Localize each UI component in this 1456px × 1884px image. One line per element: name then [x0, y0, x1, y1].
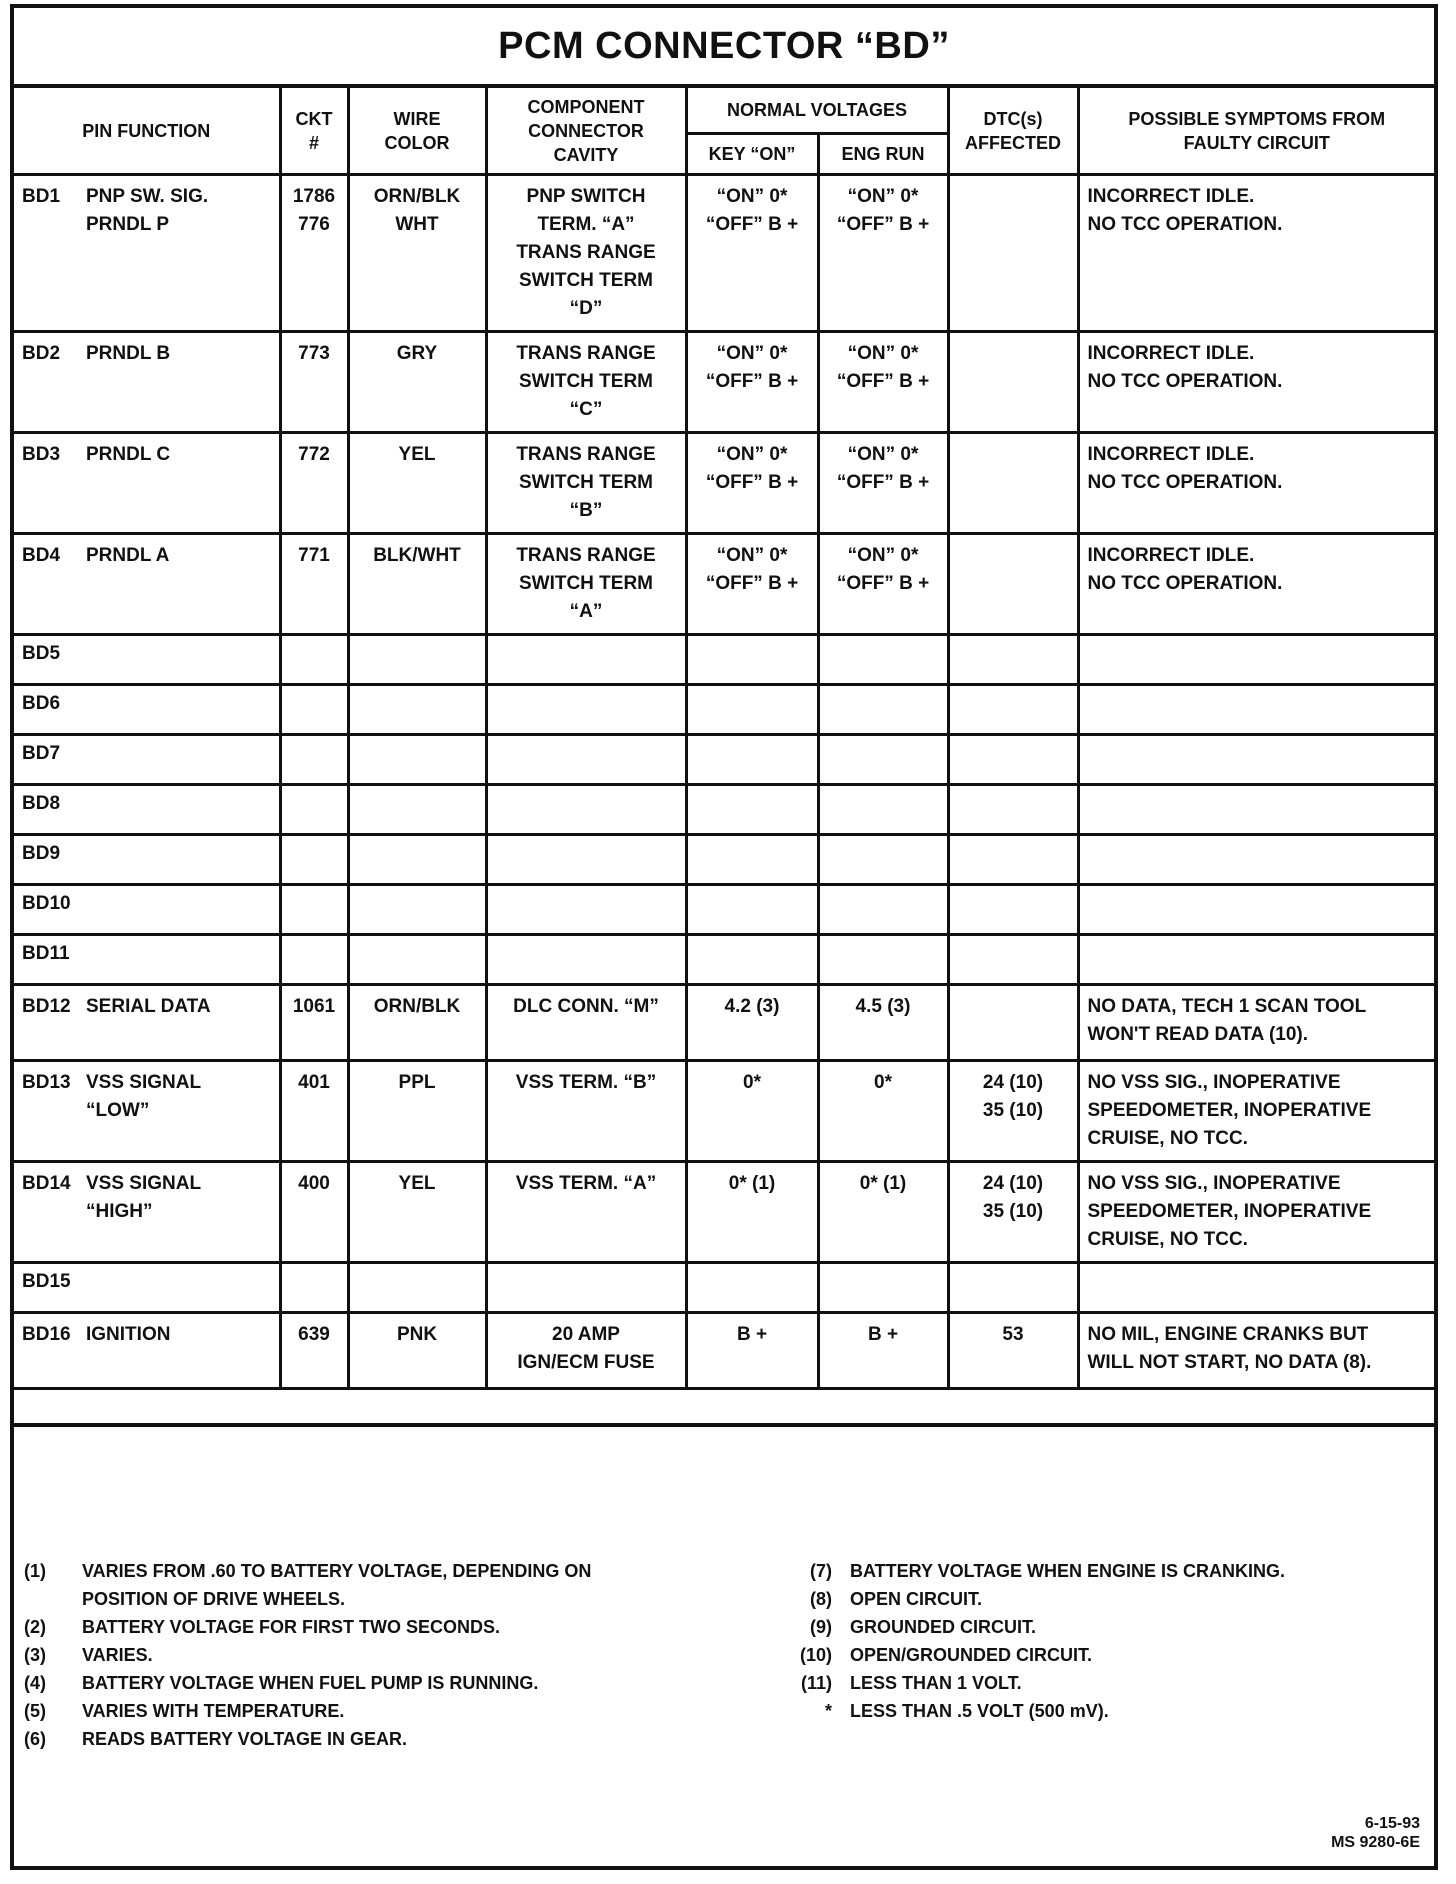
dtc-cell: 24 (10) 35 (10)	[948, 1162, 1078, 1263]
eng-run-voltage-cell: 4.5 (3)	[818, 985, 948, 1061]
eng-run-voltage-cell	[818, 885, 948, 935]
wire-color-cell	[348, 835, 486, 885]
pin-id: BD12	[22, 996, 71, 1017]
header-dtc: DTC(s) AFFECTED	[948, 88, 1078, 175]
footnote-text: LESS THAN 1 VOLT.	[850, 1673, 1022, 1693]
ckt-cell	[280, 785, 348, 835]
document-date: 6-15-93	[1364, 1815, 1420, 1832]
component-cell	[486, 835, 686, 885]
wire-color-cell: ORN/BLK WHT	[348, 175, 486, 332]
ckt-cell: 1061	[280, 985, 348, 1061]
component-cell: TRANS RANGE SWITCH TERM “B”	[486, 433, 686, 534]
key-on-voltage-cell	[686, 785, 818, 835]
footnote-number: *	[824, 1701, 832, 1721]
component-cell	[486, 785, 686, 835]
footnote	[784, 1557, 1285, 1585]
eng-run-voltage-cell: 0*	[818, 1061, 948, 1162]
pin-function: SERIAL DATA	[86, 996, 211, 1017]
header-pin-function: PIN FUNCTION	[14, 88, 280, 175]
dtc-cell: 24 (10) 35 (10)	[948, 1061, 1078, 1162]
pin-id: BD7	[22, 743, 61, 764]
component-cell	[486, 1263, 686, 1313]
table-row	[14, 175, 1434, 332]
eng-run-voltage-cell: 0* (1)	[818, 1162, 948, 1263]
dtc-cell	[948, 635, 1078, 685]
eng-run-voltage-cell	[818, 785, 948, 835]
pin-function-cell	[14, 735, 280, 785]
pin-function-cell	[14, 785, 280, 835]
pin-function	[86, 1268, 271, 1296]
pin-function	[86, 790, 271, 818]
pin-function: PRNDL C	[86, 444, 171, 465]
pin-function-cell	[14, 433, 280, 534]
table-row	[14, 1061, 1434, 1162]
footnote-number: (5)	[24, 1701, 46, 1721]
pin-function-cell	[14, 635, 280, 685]
key-on-voltage-cell: “ON” 0* “OFF” B +	[686, 175, 818, 332]
ckt-cell: 1786 776	[280, 175, 348, 332]
component-cell: PNP SWITCH TERM. “A” TRANS RANGE SWITCH TERM “D”	[486, 175, 686, 332]
document-reference	[1331, 1814, 1420, 1852]
symptoms-cell: NO VSS SIG., INOPERATIVE SPEEDOMETER, INOPERATIVE CRUISE, NO TCC.	[1078, 1162, 1434, 1263]
header-normal-voltages: NORMAL VOLTAGES	[686, 88, 948, 134]
wire-color-cell: ORN/BLK	[348, 985, 486, 1061]
pin-function-cell	[14, 1162, 280, 1263]
component-cell: TRANS RANGE SWITCH TERM “A”	[486, 534, 686, 635]
wire-color-cell: YEL	[348, 1162, 486, 1263]
pin-function-cell	[14, 1263, 280, 1313]
key-on-voltage-cell	[686, 1263, 818, 1313]
table-row	[14, 885, 1434, 935]
eng-run-voltage-cell	[818, 735, 948, 785]
symptoms-cell: NO MIL, ENGINE CRANKS BUT WILL NOT START, NO DATA (8).	[1078, 1313, 1434, 1389]
eng-run-voltage-cell	[818, 685, 948, 735]
component-cell	[486, 885, 686, 935]
footnote	[24, 1641, 784, 1669]
table-row	[14, 433, 1434, 534]
eng-run-voltage-cell	[818, 635, 948, 685]
component-cell	[486, 685, 686, 735]
eng-run-voltage-cell	[818, 935, 948, 985]
pin-function-cell	[14, 685, 280, 735]
pin-id: BD3	[22, 444, 61, 465]
pin-function-cell	[14, 935, 280, 985]
footnote-number: (8)	[810, 1589, 832, 1609]
footnote	[24, 1557, 784, 1613]
key-on-voltage-cell: “ON” 0* “OFF” B +	[686, 433, 818, 534]
footnote-number: (4)	[24, 1673, 46, 1693]
table-row	[14, 1313, 1434, 1389]
pin-id: BD13	[22, 1072, 71, 1093]
footnote-number: (7)	[810, 1561, 832, 1581]
ckt-cell: 771	[280, 534, 348, 635]
footnote-text: READS BATTERY VOLTAGE IN GEAR.	[82, 1729, 408, 1749]
eng-run-voltage-cell	[818, 1263, 948, 1313]
pin-function-cell	[14, 985, 280, 1061]
table-row	[14, 935, 1434, 985]
pin-id: BD5	[22, 643, 61, 664]
component-cell	[486, 935, 686, 985]
table-row	[14, 1162, 1434, 1263]
eng-run-voltage-cell: “ON” 0* “OFF” B +	[818, 433, 948, 534]
ckt-cell: 400	[280, 1162, 348, 1263]
pin-id: BD14	[22, 1173, 71, 1194]
pin-function-cell	[14, 175, 280, 332]
footnote	[784, 1697, 1285, 1725]
wire-color-cell	[348, 635, 486, 685]
table-row	[14, 735, 1434, 785]
symptoms-cell: INCORRECT IDLE. NO TCC OPERATION.	[1078, 534, 1434, 635]
footnote-text: GROUNDED CIRCUIT.	[850, 1617, 1037, 1637]
symptoms-cell: INCORRECT IDLE. NO TCC OPERATION.	[1078, 332, 1434, 433]
ckt-cell	[280, 1263, 348, 1313]
footnote-text: VARIES.	[82, 1645, 153, 1665]
pin-function: PNP SW. SIG. PRNDL P	[86, 186, 209, 235]
pin-table	[14, 88, 1434, 1390]
footnote-text: OPEN/GROUNDED CIRCUIT.	[850, 1645, 1093, 1665]
footnote	[24, 1669, 784, 1697]
ckt-cell: 773	[280, 332, 348, 433]
wire-color-cell	[348, 885, 486, 935]
wire-color-cell: PPL	[348, 1061, 486, 1162]
header-wire-color: WIRE COLOR	[348, 88, 486, 175]
component-cell: VSS TERM. “A”	[486, 1162, 686, 1263]
header-ckt: CKT #	[280, 88, 348, 175]
symptoms-cell	[1078, 835, 1434, 885]
symptoms-cell	[1078, 685, 1434, 735]
key-on-voltage-cell: 0*	[686, 1061, 818, 1162]
symptoms-cell	[1078, 635, 1434, 685]
wire-color-cell: YEL	[348, 433, 486, 534]
pin-function: PRNDL A	[86, 545, 170, 566]
pin-function: PRNDL B	[86, 343, 171, 364]
notes-section	[14, 1423, 1434, 1866]
dtc-cell: 53	[948, 1313, 1078, 1389]
key-on-voltage-cell	[686, 935, 818, 985]
footnote	[784, 1585, 1285, 1613]
footnote-text: LESS THAN .5 VOLT (500 mV).	[850, 1701, 1109, 1721]
dtc-cell	[948, 735, 1078, 785]
component-cell	[486, 635, 686, 685]
pin-id: BD15	[22, 1271, 71, 1292]
footnote	[784, 1641, 1285, 1669]
header-symptoms: POSSIBLE SYMPTOMS FROM FAULTY CIRCUIT	[1078, 88, 1434, 175]
symptoms-cell	[1078, 735, 1434, 785]
footnote-text: VARIES FROM .60 TO BATTERY VOLTAGE, DEPENDING ON POSITION OF DRIVE WHEELS.	[82, 1561, 592, 1609]
pin-rows	[14, 175, 1434, 1389]
footnote-number: (10)	[799, 1645, 832, 1665]
ckt-cell: 772	[280, 433, 348, 534]
table-row	[14, 785, 1434, 835]
wire-color-cell	[348, 735, 486, 785]
header-eng-run: ENG RUN	[818, 134, 948, 175]
key-on-voltage-cell	[686, 835, 818, 885]
table-row	[14, 332, 1434, 433]
footnote-number: (3)	[24, 1645, 46, 1665]
footnote	[24, 1697, 784, 1725]
wire-color-cell: GRY	[348, 332, 486, 433]
dtc-cell	[948, 332, 1078, 433]
symptoms-cell	[1078, 785, 1434, 835]
pin-function-cell	[14, 1061, 280, 1162]
wire-color-cell	[348, 785, 486, 835]
dtc-cell	[948, 433, 1078, 534]
footnote-text: OPEN CIRCUIT.	[850, 1589, 983, 1609]
footnote-number: (11)	[800, 1673, 832, 1693]
eng-run-voltage-cell: B +	[818, 1313, 948, 1389]
dtc-cell	[948, 935, 1078, 985]
header-row	[14, 88, 1434, 134]
pin-id: BD2	[22, 343, 61, 364]
pin-id: BD4	[22, 545, 61, 566]
symptoms-cell: NO VSS SIG., INOPERATIVE SPEEDOMETER, INOPERATIVE CRUISE, NO TCC.	[1078, 1061, 1434, 1162]
pin-function	[86, 740, 271, 768]
symptoms-cell: INCORRECT IDLE. NO TCC OPERATION.	[1078, 175, 1434, 332]
symptoms-cell	[1078, 935, 1434, 985]
component-cell: 20 AMP IGN/ECM FUSE	[486, 1313, 686, 1389]
pin-id: BD16	[22, 1324, 71, 1345]
pin-function-cell	[14, 1313, 280, 1389]
key-on-voltage-cell: “ON” 0* “OFF” B +	[686, 332, 818, 433]
key-on-voltage-cell: 0* (1)	[686, 1162, 818, 1263]
pin-function	[86, 890, 271, 918]
dtc-cell	[948, 175, 1078, 332]
wire-color-cell	[348, 685, 486, 735]
footnote	[24, 1613, 784, 1641]
document-number: MS 9280-6E	[1331, 1834, 1420, 1851]
eng-run-voltage-cell: “ON” 0* “OFF” B +	[818, 332, 948, 433]
pin-id: BD6	[22, 693, 61, 714]
table-row	[14, 534, 1434, 635]
symptoms-cell: INCORRECT IDLE. NO TCC OPERATION.	[1078, 433, 1434, 534]
pin-function-cell	[14, 835, 280, 885]
component-cell: DLC CONN. “M”	[486, 985, 686, 1061]
footnote-text: BATTERY VOLTAGE WHEN FUEL PUMP IS RUNNING.	[82, 1673, 539, 1693]
eng-run-voltage-cell: “ON” 0* “OFF” B +	[818, 534, 948, 635]
component-cell: VSS TERM. “B”	[486, 1061, 686, 1162]
header-component: COMPONENT CONNECTOR CAVITY	[486, 88, 686, 175]
wire-color-cell	[348, 1263, 486, 1313]
table-row	[14, 985, 1434, 1061]
pin-function-cell	[14, 332, 280, 433]
dtc-cell	[948, 685, 1078, 735]
pin-id: BD11	[22, 943, 70, 964]
ckt-cell	[280, 835, 348, 885]
dtc-cell	[948, 534, 1078, 635]
pin-function	[86, 690, 271, 718]
ckt-cell	[280, 635, 348, 685]
pin-id: BD8	[22, 793, 61, 814]
pcm-connector-sheet	[10, 4, 1438, 1870]
table-row	[14, 835, 1434, 885]
ckt-cell	[280, 685, 348, 735]
footnote	[784, 1613, 1285, 1641]
table-row	[14, 1263, 1434, 1313]
footnote	[784, 1669, 1285, 1697]
eng-run-voltage-cell: “ON” 0* “OFF” B +	[818, 175, 948, 332]
footnote-number: (9)	[810, 1617, 832, 1637]
wire-color-cell: BLK/WHT	[348, 534, 486, 635]
header-key-on: KEY “ON”	[686, 134, 818, 175]
pin-id: BD9	[22, 843, 61, 864]
page-title: PCM CONNECTOR “BD”	[14, 8, 1434, 88]
symptoms-cell	[1078, 1263, 1434, 1313]
key-on-voltage-cell	[686, 635, 818, 685]
notes-right	[784, 1557, 1285, 1753]
footnote-text: BATTERY VOLTAGE FOR FIRST TWO SECONDS.	[82, 1617, 500, 1637]
key-on-voltage-cell	[686, 685, 818, 735]
key-on-voltage-cell	[686, 885, 818, 935]
pin-id: BD1	[22, 186, 61, 207]
ckt-cell	[280, 935, 348, 985]
pin-function-cell	[14, 534, 280, 635]
dtc-cell	[948, 885, 1078, 935]
wire-color-cell: PNK	[348, 1313, 486, 1389]
symptoms-cell	[1078, 885, 1434, 935]
pin-function-cell	[14, 885, 280, 935]
dtc-cell	[948, 835, 1078, 885]
pin-function: VSS SIGNAL “HIGH”	[86, 1173, 202, 1222]
key-on-voltage-cell: 4.2 (3)	[686, 985, 818, 1061]
table-row	[14, 685, 1434, 735]
key-on-voltage-cell	[686, 735, 818, 785]
symptoms-cell: NO DATA, TECH 1 SCAN TOOL WON'T READ DATA (10).	[1078, 985, 1434, 1061]
ckt-cell	[280, 735, 348, 785]
footnote-number: (6)	[24, 1729, 46, 1749]
pin-function: VSS SIGNAL “LOW”	[86, 1072, 202, 1121]
pin-id: BD10	[22, 893, 71, 914]
component-cell: TRANS RANGE SWITCH TERM “C”	[486, 332, 686, 433]
ckt-cell	[280, 885, 348, 935]
footnote-text: BATTERY VOLTAGE WHEN ENGINE IS CRANKING.	[850, 1561, 1286, 1581]
pin-function: IGNITION	[86, 1324, 171, 1345]
ckt-cell: 401	[280, 1061, 348, 1162]
dtc-cell	[948, 785, 1078, 835]
dtc-cell	[948, 985, 1078, 1061]
dtc-cell	[948, 1263, 1078, 1313]
footnote-text: VARIES WITH TEMPERATURE.	[82, 1701, 345, 1721]
component-cell	[486, 735, 686, 785]
notes-left	[24, 1557, 784, 1753]
footnote-number: (1)	[24, 1561, 46, 1581]
pin-function	[86, 840, 271, 868]
pin-function	[86, 640, 271, 668]
footnote	[24, 1725, 784, 1753]
pin-function	[86, 940, 271, 968]
eng-run-voltage-cell	[818, 835, 948, 885]
wire-color-cell	[348, 935, 486, 985]
footnote-number: (2)	[24, 1617, 46, 1637]
key-on-voltage-cell: B +	[686, 1313, 818, 1389]
table-row	[14, 635, 1434, 685]
ckt-cell: 639	[280, 1313, 348, 1389]
key-on-voltage-cell: “ON” 0* “OFF” B +	[686, 534, 818, 635]
